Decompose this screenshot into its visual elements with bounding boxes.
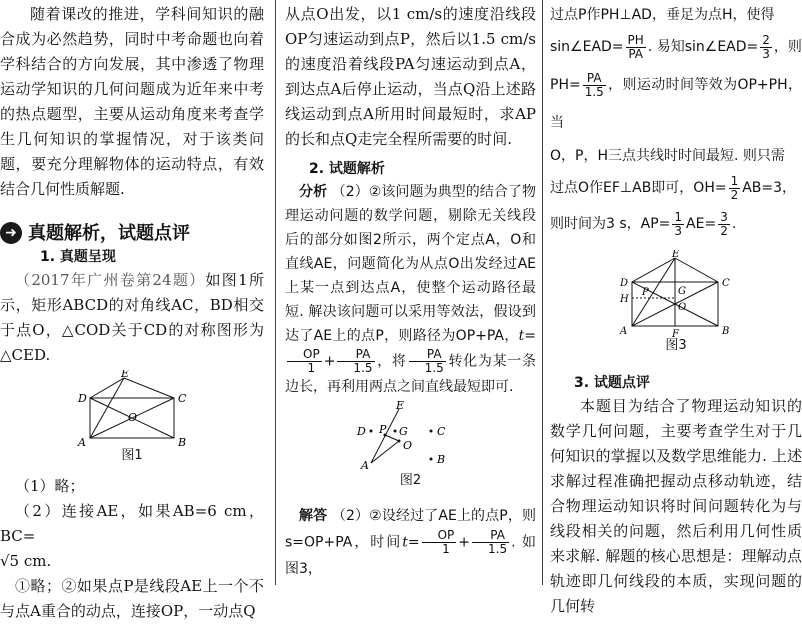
question-1: （1）略；	[15, 477, 85, 495]
column-right	[550, 0, 802, 615]
column-divider-2	[542, 0, 543, 585]
column-divider-1	[275, 0, 276, 585]
fig2-label-a: A	[360, 459, 369, 472]
question-2-line3: ①略；②如果点P是线段AE上一个不与点A重合的动点，连接OP，一动点Q	[0, 577, 264, 620]
solution-line-5: 过点O作EF⊥AB即可，OH= $\frac{1}{2}$ AB=3，	[550, 173, 797, 202]
fig1-label-d: D	[78, 392, 87, 405]
solution-line-1: 过点P作PH⊥AD，垂足为点H，使得	[550, 7, 775, 23]
section-title: 真题解析，试题点评	[28, 222, 190, 244]
answer-label: 解答	[299, 508, 328, 524]
subheading-problem: 1. 真题呈现	[40, 249, 116, 265]
subheading-review: 3. 试题点评	[574, 375, 650, 391]
problem-continued: 从点O出发，以1 cm/s的速度沿线段OP匀速运动到点P，然后以1.5 cm/s的速度沿着线段PA匀速运动到点A，到达点A后停止运动，当点Q沿上述路线运动到点A所用时间最短时，求AP的长和点Q走完全程所需要的时间.	[285, 5, 536, 148]
figure-2-diagram	[351, 401, 471, 473]
fig3-label-e: E	[672, 250, 680, 260]
fraction-ph-pa: $\frac{PH}{PA}$	[627, 32, 644, 61]
fig3-label-c: C	[722, 278, 730, 289]
figure-2	[285, 401, 536, 473]
fig3-label-a: A	[620, 326, 628, 337]
analysis-t: t=	[518, 328, 536, 344]
column-left	[0, 0, 264, 620]
problem-statement	[0, 268, 264, 368]
fraction-op-1-b: $\frac{OP}{1}$	[422, 529, 457, 556]
analysis-text-a: （2）②该问题为典型的结合了物理运动问题的数学问题，剔除无关线段后的部分如图2所示，两个定点A，O和直线AE，问题简化为从点O出发经过AE上某一点到达点A，使整个运动路径最短. 解决该问题可以采用等效法，假设到达了AE上的点P，则路径为OP+PA，	[285, 184, 537, 344]
figure-3-caption: 图3	[665, 338, 687, 353]
fig1-label-b: B	[178, 436, 187, 448]
fraction-pa-15: $\frac{PA}{1.5}$	[337, 348, 374, 375]
fraction-one-third: $\frac{1}{3}$	[674, 209, 683, 238]
fig2-label-b: B	[436, 453, 445, 466]
solution-line-2: sin∠EAD= $\frac{PH}{PA}$ . 易知sin∠EAD= $\frac{2}{3}$ ，则	[550, 32, 802, 61]
fig1-label-c: C	[178, 392, 187, 405]
fraction-two-thirds: $\frac{2}{3}$	[762, 32, 770, 61]
solution-line-3: PH= $\frac{PA}{1.5}$ ，则运动时间等效为OP+PH，当	[550, 70, 802, 131]
fig3-label-o: O	[678, 302, 687, 313]
analysis-label: 分析	[299, 184, 328, 200]
analysis-paragraph: 分析 （2）②该问题为典型的结合了物理运动问题的数学问题，剔除无关线段后的部分如图2所示，两个定点A，O和直线AE，问题简化为从点O出发经过AE上某一点到达点A，使整个运动路径最短. 解决该问题可以采用等效法，假设到达了AE上的点P，则路径为OP+PA，t= $\frac{OP}{1}$ + $\frac{PA}{1.5}$ ，将 $\frac{PA}{1.5}$ 转化为某一条边长，再利用两点之间直线最短即可.	[285, 184, 537, 395]
fig2-label-e: E	[395, 401, 404, 412]
fig1-label-a: A	[78, 436, 86, 448]
fig3-label-b: B	[722, 326, 730, 337]
review-paragraph: 本题目为结合了物理运动知识的数学几何问题，主要考查学生对于几何知识的掌握以及数学思维能力. 上述求解过程准确把握动点移动轨迹，结合物理运动知识将时间问题转化为与线段相关的问题，然后利用几何性质来求解. 解题的核心思想是：理解动点轨迹即几何线段的本质，实现问题的几何转	[550, 397, 802, 615]
fig2-label-d: D	[356, 425, 366, 438]
question-2-line2: √5 cm.	[0, 552, 52, 570]
figure-3	[550, 250, 802, 338]
section-heading	[0, 220, 264, 246]
fig3-label-g: G	[678, 286, 686, 297]
column-middle	[285, 0, 536, 585]
arrow-icon: ➜	[0, 222, 22, 244]
figure-2-caption: 图2	[399, 473, 422, 488]
answer-paragraph: 解答 （2）②设经过了AE上的点P，则s=OP+PA，时间t= $\frac{OP}{1}$ + $\frac{PA}{1.5}$ . 如图3，	[285, 508, 537, 577]
fraction-three-halves: $\frac{3}{2}$	[720, 209, 728, 238]
solution-line-6: 则时间为3 s，AP= $\frac{1}{3}$ AE= $\frac{3}{2}$ .	[550, 209, 737, 238]
figure-1-diagram	[72, 370, 192, 448]
problem-text: 如图1所示，矩形ABCD的对角线AC，BD相交于点O，△COD关于CD的对称图形为△CED.	[0, 271, 264, 364]
analysis-text-b: ，将	[376, 353, 407, 370]
fig2-label-p: P	[378, 423, 386, 436]
fig3-label-p: P	[642, 287, 649, 298]
fig3-label-h: H	[620, 294, 629, 305]
fig3-label-d: D	[620, 278, 629, 289]
fraction-op-1: $\frac{OP}{1}$	[287, 348, 322, 375]
figure-1	[0, 370, 264, 448]
solution-line-4: O，P，H三点共线时时间最短. 则只需	[550, 148, 785, 164]
fig3-label-f: F	[672, 329, 679, 338]
subheading-analysis: 2. 试题解析	[309, 161, 385, 177]
analysis-text-c: 转化为某一条边长，再利用两点之间直线最短即可.	[285, 353, 537, 395]
problem-source: （2017年广州卷第24题）	[15, 271, 206, 289]
answer-t: t=	[402, 534, 420, 551]
fraction-pa-15-b: $\frac{PA}{1.5}$	[409, 348, 446, 375]
fig1-label-e: E	[121, 370, 130, 380]
fraction-pa-15-d: $\frac{PA}{1.5}$	[584, 70, 604, 99]
question-2-line1: （2）连接AE，如果AB=6 cm，BC=	[0, 502, 264, 545]
fraction-pa-15-c: $\frac{PA}{1.5}$	[472, 529, 509, 556]
fig1-label-o: O	[128, 411, 138, 424]
fig2-label-o: O	[402, 439, 412, 452]
fig2-label-c: C	[436, 425, 445, 438]
intro-paragraph: 随着课改的推进，学科间知识的融合成为必然趋势，同时中考命题也向着学科结合的方向发展，其中渗透了物理运动学知识的几何问题成为近年来中考的热点题型，主要从运动角度来考查学生几何知识的掌握情况，对于该类问题，要充分理解物体的运动特点，有效结合几何性质解题.	[0, 5, 264, 198]
answer-text-a: （2）②设经过了AE上的点P，则s=OP+PA，时间	[285, 508, 537, 551]
figure-3-diagram	[616, 250, 736, 338]
fraction-one-half: $\frac{1}{2}$	[730, 173, 739, 202]
answer-text-b: 如图3，	[285, 534, 537, 577]
fig2-label-g: G	[398, 425, 408, 438]
figure-1-caption: 图1	[121, 448, 143, 463]
